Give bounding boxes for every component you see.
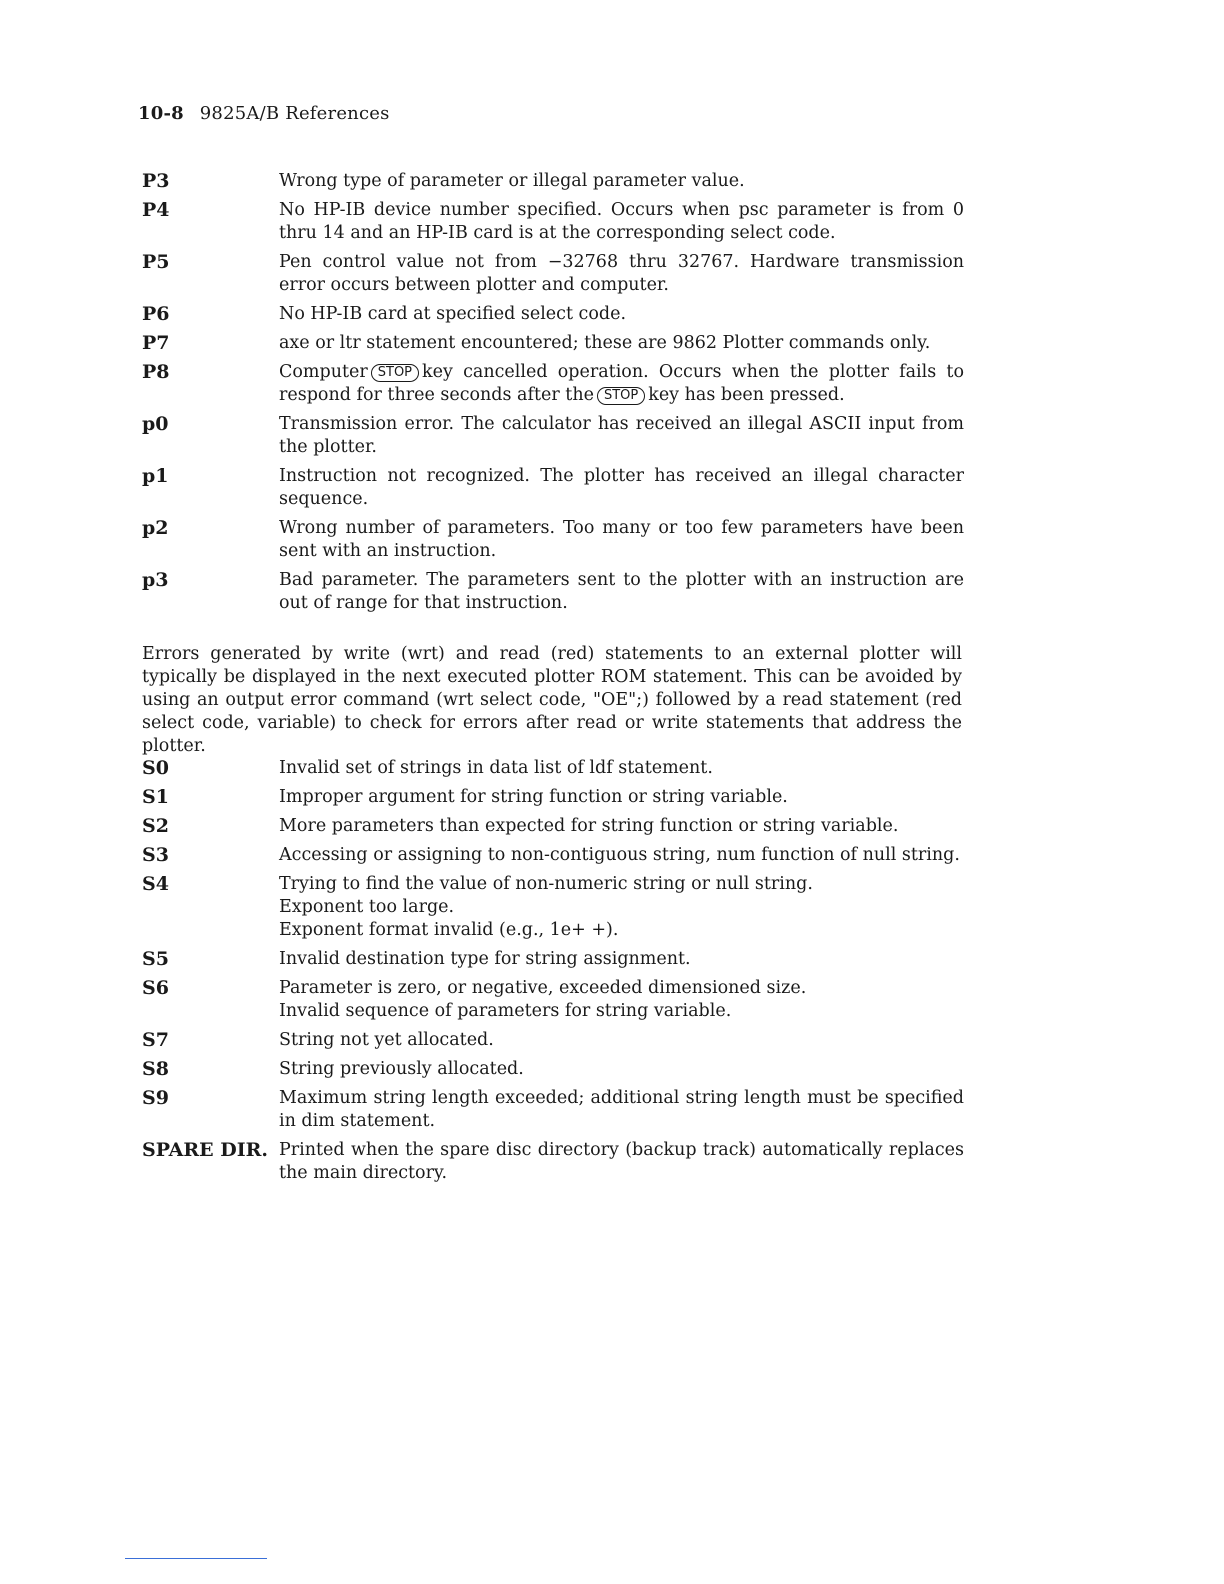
error-description — [279, 1139, 964, 1185]
error-description — [279, 1029, 964, 1052]
description-text: key cancelled operation. Occurs when the plotter fails to respond for three seconds after the — [279, 362, 964, 405]
description-text: Computer — [279, 362, 368, 382]
error-code: S0 — [142, 757, 169, 779]
error-code: S5 — [142, 948, 169, 970]
error-description — [279, 948, 964, 971]
error-code: S1 — [142, 786, 169, 808]
page-title: 9825A/B References — [199, 103, 390, 124]
error-description: axe or ltr statement encountered; these are 9862 Plotter commands only. — [279, 333, 931, 353]
error-entry-S7 — [142, 1029, 964, 1052]
footer-rule — [125, 1558, 267, 1559]
error-description — [279, 977, 964, 1023]
error-code: S8 — [142, 1058, 169, 1080]
description-line: String previously allocated. — [279, 1059, 524, 1079]
page-header — [138, 103, 390, 124]
description-line: Accessing or assigning to non-contiguous string, num function of null string. — [279, 845, 960, 865]
error-entry-P3 — [142, 170, 964, 193]
error-entry-p1 — [142, 465, 964, 511]
error-entry-spare-dir — [142, 1139, 964, 1185]
error-code: p3 — [142, 569, 169, 591]
error-code: SPARE DIR. — [142, 1139, 269, 1161]
plotter-error-list — [142, 170, 964, 621]
error-entry-P7 — [142, 332, 964, 355]
error-description: Pen control value not from −32768 thru 32767. Hardware transmission error occurs between plotter and computer. — [279, 252, 964, 295]
error-description — [279, 1087, 964, 1133]
error-code: P5 — [142, 251, 170, 273]
error-entry-S3 — [142, 844, 964, 867]
error-description: Wrong type of parameter or illegal parameter value. — [279, 171, 745, 191]
error-entry-S1 — [142, 786, 964, 809]
error-code: P8 — [142, 361, 170, 383]
error-description — [279, 757, 964, 780]
error-entry-P6 — [142, 303, 964, 326]
error-entry-P4 — [142, 199, 964, 245]
error-description — [279, 361, 964, 407]
description-line: More parameters than expected for string function or string variable. — [279, 816, 899, 836]
error-description: Transmission error. The calculator has received an illegal ASCII input from the plotter. — [279, 414, 964, 457]
description-line: Exponent format invalid (e.g., 1e+ +). — [279, 920, 619, 940]
error-description — [279, 1058, 964, 1081]
description-line: Invalid set of strings in data list of ldf statement. — [279, 758, 713, 778]
error-entry-S0 — [142, 757, 964, 780]
error-description: Wrong number of parameters. Too many or too few parameters have been sent with an instruction. — [279, 518, 964, 561]
error-entry-p2 — [142, 517, 964, 563]
description-line: Invalid sequence of parameters for string variable. — [279, 1001, 732, 1021]
description-line: Exponent too large. — [279, 897, 455, 917]
stop-key-icon: STOP — [371, 364, 419, 382]
error-entry-p3 — [142, 569, 964, 615]
error-entry-p0 — [142, 413, 964, 459]
error-code: S4 — [142, 873, 169, 895]
error-entry-P8 — [142, 361, 964, 407]
error-description: Bad parameter. The parameters sent to the plotter with an instruction are out of range for that instruction. — [279, 570, 964, 613]
error-code: S7 — [142, 1029, 169, 1051]
description-line: Parameter is zero, or negative, exceeded dimensioned size. — [279, 978, 807, 998]
error-code: P4 — [142, 199, 170, 221]
error-entry-S8 — [142, 1058, 964, 1081]
error-description: No HP-IB card at specified select code. — [279, 304, 627, 324]
error-code: p2 — [142, 517, 169, 539]
description-line: Improper argument for string function or string variable. — [279, 787, 788, 807]
error-description: No HP-IB device number specified. Occurs when psc parameter is from 0 thru 14 and an HP-IB card is at the corresponding select code. — [279, 200, 964, 243]
error-entry-S4 — [142, 873, 964, 942]
error-entry-P5 — [142, 251, 964, 297]
error-code: S3 — [142, 844, 169, 866]
error-description — [279, 786, 964, 809]
error-entry-S5 — [142, 948, 964, 971]
error-entry-S2 — [142, 815, 964, 838]
description-line: Invalid destination type for string assignment. — [279, 949, 691, 969]
error-code: S2 — [142, 815, 169, 837]
stop-key-icon: STOP — [597, 387, 645, 405]
error-entry-S9 — [142, 1087, 964, 1133]
error-code: P3 — [142, 170, 170, 192]
error-description — [279, 873, 964, 942]
error-code: S6 — [142, 977, 169, 999]
page-number: 10-8 — [138, 103, 184, 124]
error-code: P7 — [142, 332, 170, 354]
error-description: Instruction not recognized. The plotter has received an illegal character sequence. — [279, 466, 964, 509]
description-line: Printed when the spare disc directory (backup track) automatically replaces the main directory. — [279, 1140, 964, 1183]
string-error-list — [142, 757, 964, 1191]
error-description — [279, 844, 964, 867]
error-code: P6 — [142, 303, 170, 325]
error-description — [279, 815, 964, 838]
body-paragraph: Errors generated by write (wrt) and read (red) statements to an external plotter will typically be displayed in the next executed plotter ROM statement. This can be avoided by using an output error command (wrt select code, "OE";) followed by a read statement (red select code, variable) to check for errors after read or write statements that address the plotter. — [142, 644, 962, 756]
description-line: Maximum string length exceeded; additional string length must be specified in dim statement. — [279, 1088, 964, 1131]
description-line: String not yet allocated. — [279, 1030, 494, 1050]
error-entry-S6 — [142, 977, 964, 1023]
error-code: p1 — [142, 465, 169, 487]
error-code: S9 — [142, 1087, 169, 1109]
description-line: Trying to find the value of non-numeric string or null string. — [279, 874, 813, 894]
error-code: p0 — [142, 413, 169, 435]
description-text: key has been pressed. — [648, 385, 845, 405]
